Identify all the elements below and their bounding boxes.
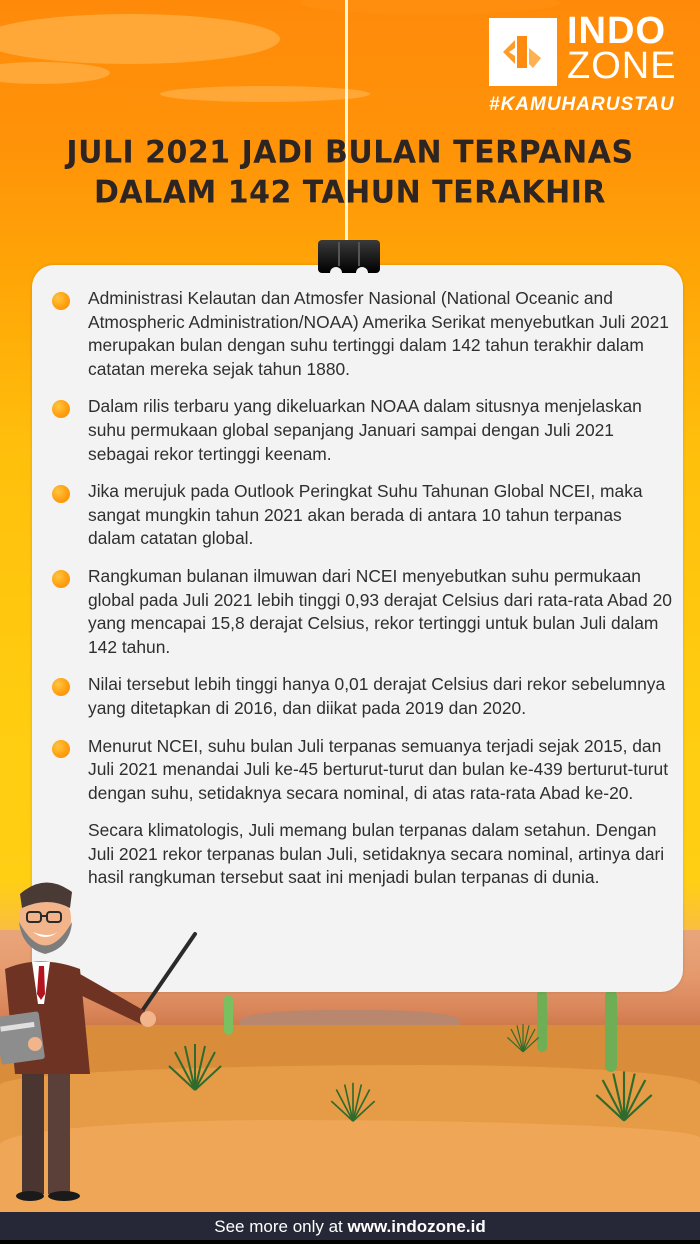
sky-cloud xyxy=(300,0,560,14)
list-item-text: Menurut NCEI, suhu bulan Juli terpanas semuanya terjadi sejak 2015, dan Juli 2021 menandai Juli ke-45 berturut-turut dan bulan ke-439 berturut-turut dengan suhu, setidaknya secara nominal, di atas rata-rata Abad ke-20. xyxy=(88,735,669,803)
list-item xyxy=(88,287,673,381)
teacher-illustration xyxy=(0,874,200,1209)
bullet-dot-icon xyxy=(52,740,70,758)
bullet-dot-icon xyxy=(52,570,70,588)
bullet-dot-icon xyxy=(52,678,70,696)
bullet-list xyxy=(32,287,683,890)
clip-detail xyxy=(358,242,360,266)
list-item-text: Nilai tersebut lebih tinggi hanya 0,01 derajat Celsius dari rekor sebelumnya yang ditetapkan di 2016, dan diikat pada 2019 dan 2020. xyxy=(88,674,666,718)
logo-wordmark xyxy=(567,10,677,87)
desert-bush xyxy=(505,1020,541,1056)
list-item xyxy=(88,673,673,720)
list-item xyxy=(88,565,673,659)
clip-detail xyxy=(338,242,340,266)
desert-bush xyxy=(328,1080,378,1124)
footer-bottom-edge xyxy=(0,1240,700,1244)
list-item xyxy=(88,395,673,466)
list-item-text: Rangkuman bulanan ilmuwan dari NCEI menyebutkan suhu permukaan global pada Juli 2021 lebih tinggi 0,93 derajat Celsius dari rata-rata Abad 20 yang mencapai 15,8 derajat Celsius, rekor tertinggi untuk bulan Juli dalam 142 tahun. xyxy=(88,565,672,657)
sky-cloud xyxy=(160,86,370,102)
list-item-text: Dalam rilis terbaru yang dikeluarkan NOAA dalam situsnya menjelaskan suhu permukaan global sepanjang Januari sampai dengan Juli 2021 sebagai rekor tertinggi keenam. xyxy=(88,396,642,464)
bullet-dot-icon xyxy=(52,485,70,503)
desert-bush xyxy=(592,1068,656,1124)
cactus xyxy=(605,990,617,1072)
list-item-text: Secara klimatologis, Juli memang bulan terpanas dalam setahun. Dengan Juli 2021 rekor terpanas bulan Juli, setidaknya secara nominal, artinya dari hasil rangkuman tersebut saat ini menjadi bulan terpanas di dunia. xyxy=(88,820,665,888)
footer-website-link[interactable]: www.indozone.id xyxy=(347,1217,486,1236)
binder-clip-icon xyxy=(318,240,380,273)
title-line-2: DALAM 142 TAHUN TERAKHIR xyxy=(93,174,607,211)
sky-cloud xyxy=(0,14,280,64)
cactus xyxy=(224,995,233,1035)
footer-prefix: See more only at xyxy=(214,1217,348,1236)
list-item-text: Jika merujuk pada Outlook Peringkat Suhu Tahunan Global NCEI, maka sangat mungkin tahun 2021 akan berada di antara 10 tahun terpanas dalam catatan global. xyxy=(88,481,643,549)
logo-mark-box xyxy=(489,18,557,86)
title-line-1: JULI 2021 JADI BULAN TERPANAS xyxy=(66,134,634,171)
list-item xyxy=(88,735,673,806)
page-title xyxy=(0,133,700,213)
logo-arrow-icon xyxy=(503,34,543,70)
logo-hashtag: #KAMUHARUSTAU xyxy=(489,94,675,115)
logo-line-indo: INDO xyxy=(567,10,666,52)
logo-line-zone: ZONE xyxy=(567,45,677,87)
bullet-dot-icon xyxy=(52,400,70,418)
list-item xyxy=(88,480,673,551)
sky-cloud xyxy=(0,62,110,84)
bullet-dot-icon xyxy=(52,292,70,310)
list-item-text: Administrasi Kelautan dan Atmosfer Nasional (National Oceanic and Atmospheric Administration/NOAA) Amerika Serikat menyebutkan Juli 2021 merupakan bulan dengan suhu tertinggi dalam 142 tahun terakhir dalam catatan mereka sejak tahun 1880. xyxy=(88,288,669,379)
